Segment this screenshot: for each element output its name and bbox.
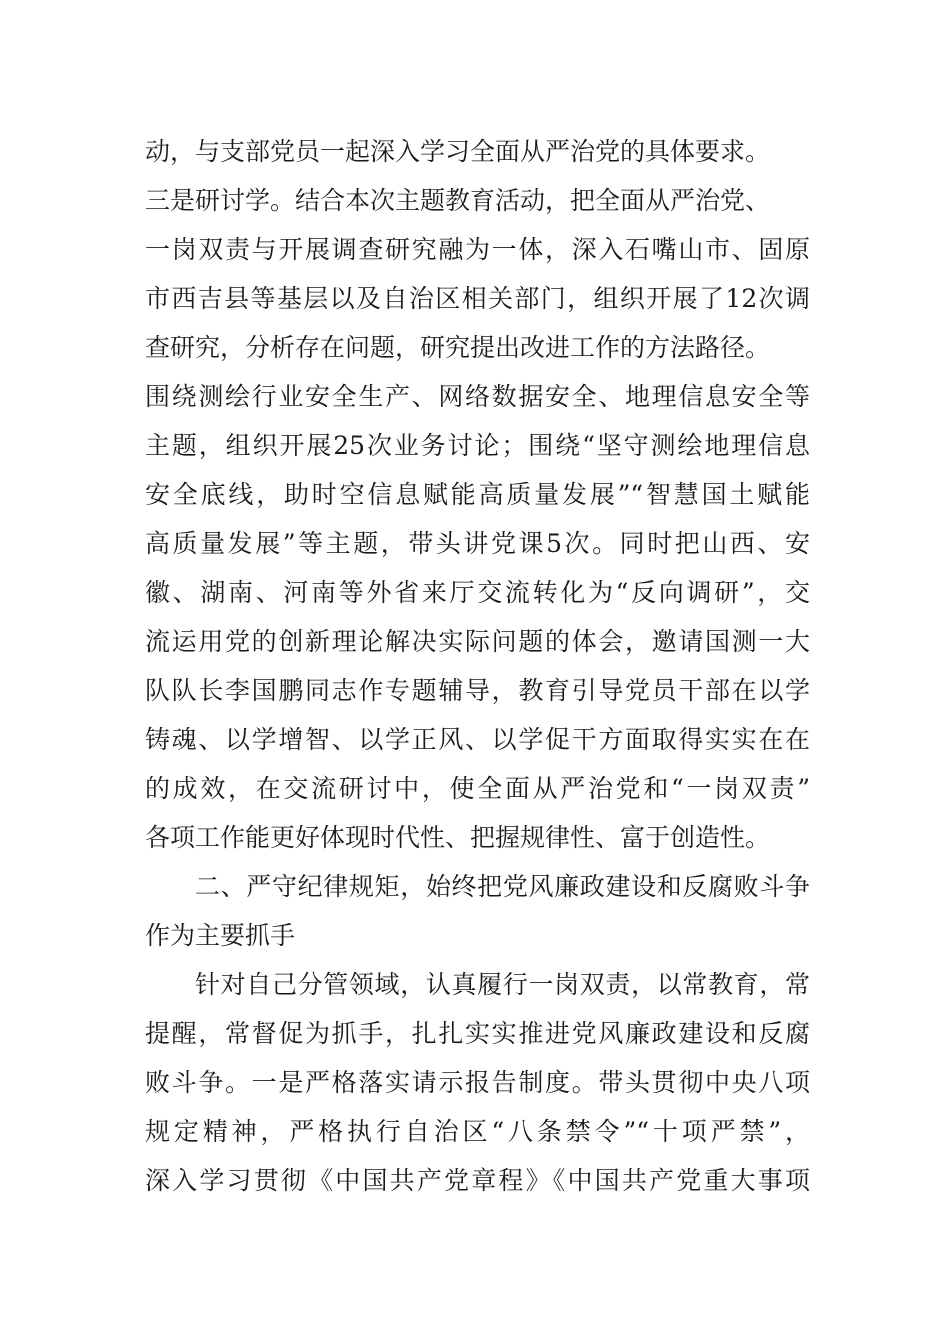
- text-line-5: 查研究，分析存在问题，研究提出改进工作的方法路径。: [145, 333, 771, 362]
- text-line-14: 的成效，在交流研讨中，使全面从严治党和“一岗双责”: [145, 774, 810, 803]
- text-line-19: 提醒，常督促为抓手，扎扎实实推进党风廉政建设和反腐: [145, 1019, 810, 1048]
- text-line-6: 围绕测绘行业安全生产、网络数据安全、地理信息安全等: [145, 382, 810, 411]
- document-body: [145, 127, 810, 1205]
- text-line-15: 各项工作能更好体现时代性、把握规律性、富于创造性。: [145, 823, 771, 852]
- text-line-20: 败斗争。一是严格落实请示报告制度。带头贯彻中央八项: [145, 1068, 810, 1097]
- text-line-1: 动，与支部党员一起深入学习全面从严治党的具体要求。: [145, 137, 771, 166]
- text-line-8: 安全底线，助时空信息赋能高质量发展”“智慧国土赋能: [145, 480, 810, 509]
- text-line-18: 针对自己分管领域，认真履行一岗双责，以常教育，常: [195, 970, 810, 999]
- section-heading-line-1: 二、严守纪律规矩，始终把党风廉政建设和反腐败斗争: [195, 872, 810, 901]
- text-line-2: 三是研讨学。结合本次主题教育活动，把全面从严治党、: [145, 186, 771, 215]
- text-line-7: 主题，组织开展25次业务讨论；围绕“坚守测绘地理信息: [145, 431, 810, 460]
- section-heading-line-2: 作为主要抓手: [145, 921, 296, 950]
- text-line-11: 流运用党的创新理论解决实际问题的体会，邀请国测一大: [145, 627, 810, 656]
- text-line-3: 一岗双责与开展调查研究融为一体，深入石嘴山市、固原: [145, 235, 810, 264]
- text-line-22: 深入学习贯彻《中国共产党章程》《中国共产党重大事项: [145, 1166, 810, 1195]
- text-line-4: 市西吉县等基层以及自治区相关部门，组织开展了12次调: [145, 284, 810, 313]
- text-line-21: 规定精神，严格执行自治区“八条禁令”“十项严禁”，: [145, 1117, 810, 1146]
- text-line-10: 徽、湖南、河南等外省来厅交流转化为“反向调研”，交: [145, 578, 810, 607]
- text-line-12: 队队长李国鹏同志作专题辅导，教育引导党员干部在以学: [145, 676, 810, 705]
- text-line-9: 高质量发展”等主题，带头讲党课5次。同时把山西、安: [145, 529, 810, 558]
- text-line-13: 铸魂、以学增智、以学正风、以学促干方面取得实实在在: [145, 725, 810, 754]
